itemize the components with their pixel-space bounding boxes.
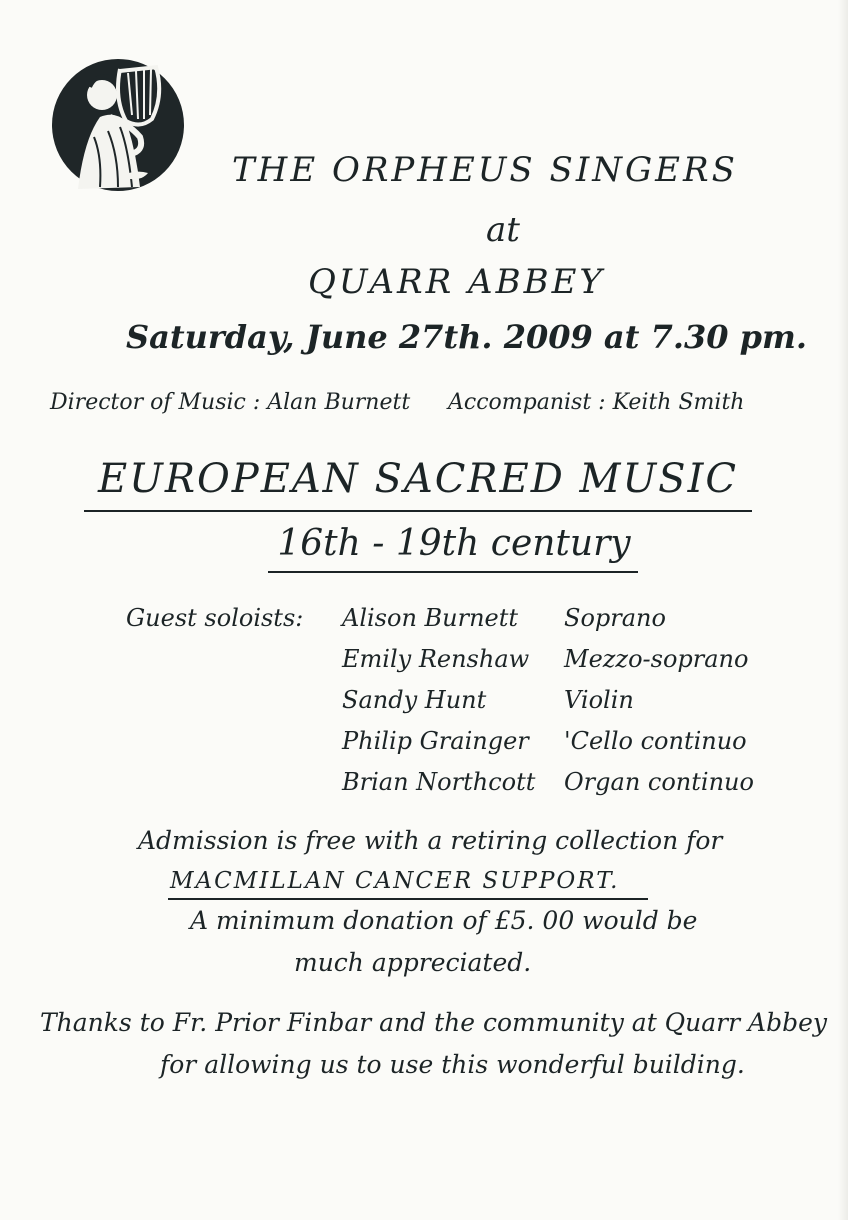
at-word: at <box>486 210 520 250</box>
donation-text-end: much appreciated. <box>294 948 532 977</box>
soloist-name: Brian Northcott <box>342 768 536 796</box>
charity-underline <box>168 898 648 900</box>
charity-name: MACMILLAN CANCER SUPPORT. <box>170 868 620 894</box>
donation-text: A minimum donation of £5. 00 would be <box>190 906 698 935</box>
programme-subtitle: 16th - 19th century <box>277 523 631 564</box>
event-date: Saturday, June 27th. 2009 at 7.30 pm. <box>126 318 808 356</box>
soloist-name: Sandy Hunt <box>342 686 487 714</box>
choir-name: THE ORPHEUS SINGERS <box>232 150 738 190</box>
soloist-role: Mezzo-soprano <box>564 645 749 673</box>
director-credit: Director of Music : Alan Burnett <box>50 390 411 415</box>
soloist-name: Emily Renshaw <box>342 645 530 673</box>
programme-subtitle-underline <box>268 571 638 573</box>
soloist-role: Organ continuo <box>564 768 754 796</box>
soloists-label: Guest soloists: <box>126 604 304 632</box>
accompanist-credit: Accompanist : Keith Smith <box>448 390 745 415</box>
soloist-name: Alison Burnett <box>342 604 519 632</box>
programme-title: EUROPEAN SACRED MUSIC <box>97 456 738 502</box>
orpheus-with-lyre-icon <box>50 57 186 193</box>
paper-edge <box>838 0 848 1220</box>
thanks-text-end: for allowing us to use this wonderful building. <box>160 1050 745 1079</box>
soloist-role: Violin <box>564 686 634 714</box>
soloist-name: Philip Grainger <box>342 727 529 755</box>
admission-text: Admission is free with a retiring collection for <box>138 826 723 855</box>
soloist-role: Soprano <box>564 604 666 632</box>
thanks-text: Thanks to Fr. Prior Finbar and the community at Quarr Abbey <box>40 1008 828 1037</box>
programme-title-underline <box>84 510 752 512</box>
soloist-role: 'Cello continuo <box>564 727 747 755</box>
venue-name: QUARR ABBEY <box>308 262 605 302</box>
